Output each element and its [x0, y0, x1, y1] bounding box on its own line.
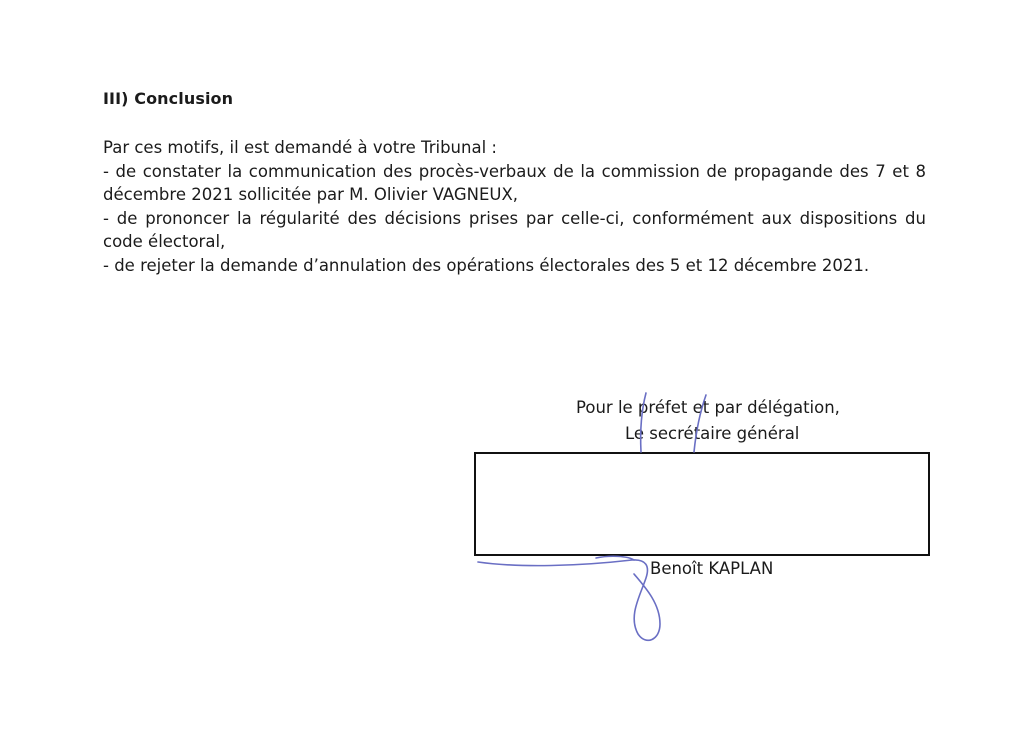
signature-title: Pour le préfet et par délégation, — [576, 398, 840, 417]
conclusion-body — [103, 136, 926, 277]
conclusion-intro: Par ces motifs, il est demandé à votre Tribunal : — [103, 138, 497, 157]
redaction-box — [474, 452, 930, 556]
signature-stroke — [478, 560, 660, 640]
conclusion-item: - de prononcer la régularité des décisions prises par celle-ci, conformément aux dispositions du code électoral, — [103, 208, 926, 251]
signature-stroke — [596, 556, 634, 560]
conclusion-item: - de constater la communication des procès-verbaux de la commission de propagande des 7 et 8 décembre 2021 sollicitée par M. Olivier VAGNEUX, — [103, 161, 926, 204]
signature-role: Le secrétaire général — [625, 424, 800, 443]
conclusion-item: - de rejeter la demande d’annulation des opérations électorales des 5 et 12 décembre 2021. — [103, 255, 870, 275]
section-heading: III) Conclusion — [103, 89, 234, 108]
signatory-name: Benoît KAPLAN — [650, 559, 774, 578]
